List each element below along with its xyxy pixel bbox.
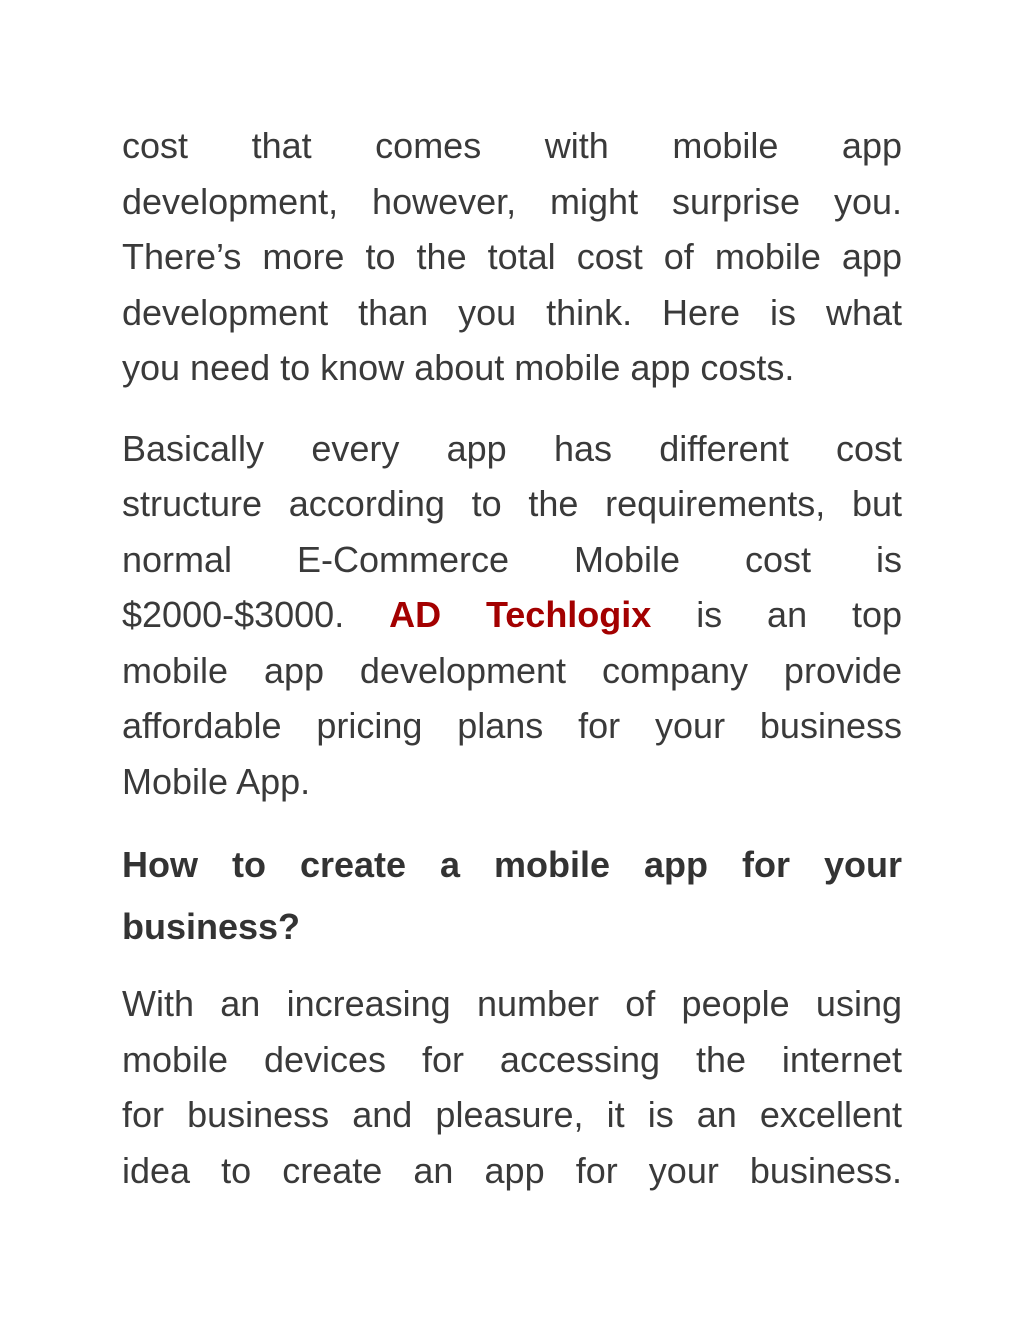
- heading-line: business?: [122, 906, 301, 947]
- text-line: affordable pricing plans for your business: [122, 705, 902, 746]
- text-line: There’s more to the total cost of mobile app: [122, 236, 902, 277]
- text-fragment: is an top: [696, 594, 902, 635]
- ad-techlogix-link[interactable]: AD Techlogix: [389, 594, 652, 635]
- text-line: mobile devices for accessing the internet: [122, 1038, 902, 1080]
- text-line: Mobile App.: [122, 760, 311, 802]
- text-line: mobile app development company provide: [122, 649, 902, 691]
- text-line: normal E-Commerce Mobile cost is: [122, 538, 902, 580]
- price-range-text: $2000-$3000.: [122, 594, 345, 635]
- text-line: you need to know about mobile app costs.: [122, 347, 795, 388]
- text-line: With an increasing number of people using: [122, 983, 902, 1024]
- text-line: cost that comes with mobile app: [122, 125, 902, 166]
- paragraph-cost-structure: [122, 421, 902, 810]
- heading-line: How to create a mobile app for your: [122, 844, 902, 885]
- paragraph-app-cost-intro: [122, 118, 902, 396]
- text-line: development than you think. Here is what: [122, 291, 902, 333]
- paragraph-why-create-app: [122, 976, 902, 1198]
- text-line: development, however, might surprise you.: [122, 180, 902, 222]
- text-line: Basically every app has different cost: [122, 427, 902, 469]
- text-line-with-link: [122, 587, 902, 643]
- text-line: idea to create an app for your business.: [122, 1149, 902, 1191]
- text-line: for business and pleasure, it is an excellent: [122, 1094, 902, 1135]
- text-line: structure according to the requirements, but: [122, 483, 902, 524]
- section-heading: [122, 834, 902, 958]
- document-page: [122, 118, 902, 1223]
